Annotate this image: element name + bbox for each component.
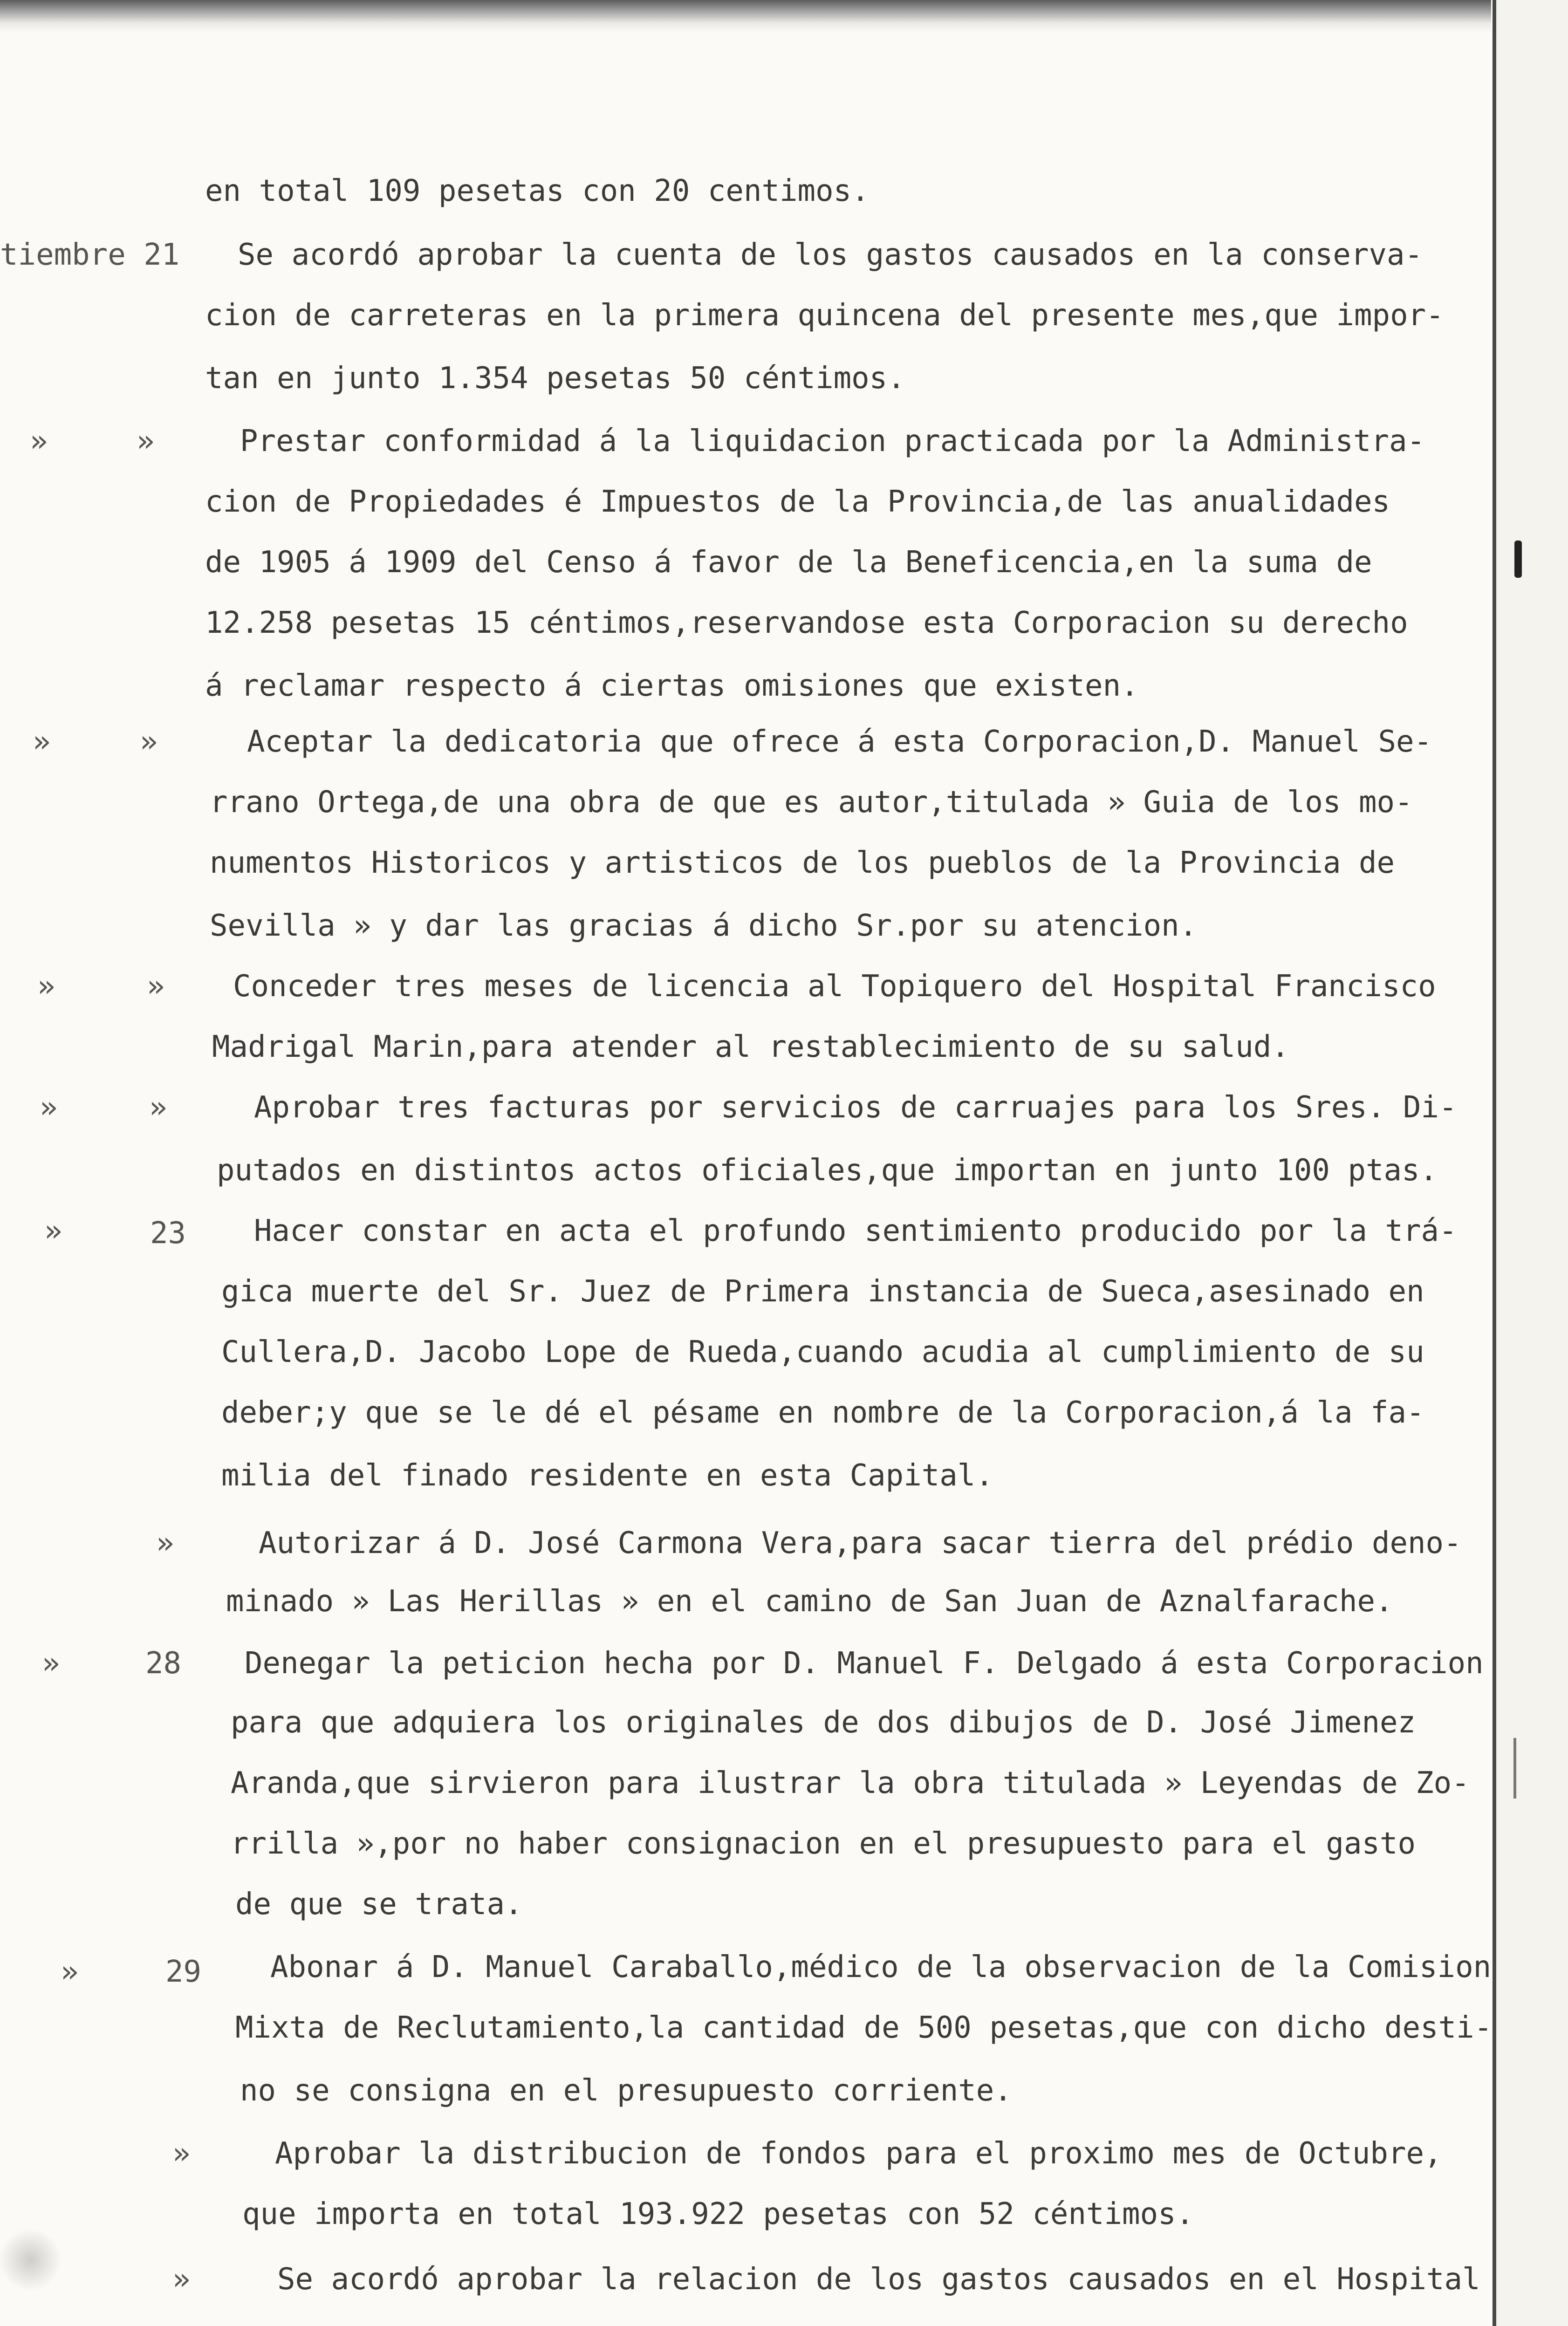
margin-ditto: 29 [165,1955,202,1989]
text-line: que importa en total 193.922 pesetas con 52 céntimos. [242,2197,1194,2231]
margin-ditto: » [42,1646,60,1681]
text-line: Se acordó aprobar la cuenta de los gastos causados en la conserva- [238,238,1423,272]
margin-ditto: » [172,2262,191,2297]
margin-ditto: » [61,1955,79,1989]
text-line: Cullera,D. Jacobo Lope de Rueda,cuando acudia al cumplimiento de su [221,1335,1424,1369]
text-line: cion de carreteras en la primera quincena del presente mes,que impor- [205,298,1444,333]
text-line: rrilla »,por no haber consignacion en el presupuesto para el gasto [231,1827,1416,1861]
text-line: de que se trata. [235,1887,523,1922]
text-line: Sevilla » y dar las gracias á dicho Sr.por su atencion. [210,909,1198,943]
text-line: milia del finado residente en esta Capital. [221,1458,993,1493]
margin-ditto: » [40,1090,58,1125]
text-line: para que adquiera los originales de dos dibujos de D. José Jimenez [231,1705,1416,1740]
text-line: Denegar la peticion hecha por D. Manuel F. Delgado á esta Corporacion [245,1646,1484,1681]
text-line: Prestar conformidad á la liquidacion practicada por la Administra- [240,424,1425,458]
margin-ditto: » [44,1214,62,1248]
text-line: á reclamar respecto á ciertas omisiones que existen. [205,669,1139,703]
text-line: Madrigal Marin,para atender al restablecimiento de su salud. [212,1030,1289,1064]
text-line: de 1905 á 1909 del Censo á favor de la Beneficencia,en la suma de [205,545,1372,580]
margin-ditto: » [37,969,55,1004]
text-line: en total 109 pesetas con 20 centimos. [205,174,870,208]
text-line: Autorizar á D. José Carmona Vera,para sacar tierra del prédio deno- [259,1526,1462,1560]
binding-mark [1514,540,1522,578]
binding-tick [1513,1738,1516,1799]
text-line: Aceptar la dedicatoria que ofrece á esta Corporacion,D. Manuel Se- [247,725,1432,759]
text-line: minado » Las Herillas » en el camino de San Juan de Aznalfarache. [226,1584,1393,1619]
text-line: 12.258 pesetas 15 céntimos,reservandose esta Corporacion su derecho [205,606,1408,640]
text-line: no se consigna en el presupuesto corriente. [240,2073,1012,2108]
text-line: Aprobar la distribucion de fondos para el proximo mes de Octubre, [275,2136,1442,2171]
scan-top-edge [0,0,1491,33]
text-line: Se acordó aprobar la relacion de los gastos causados en el Hospital [277,2262,1480,2297]
margin-ditto: » [147,969,165,1004]
text-line: Aranda,que sirvieron para ilustrar la obra titulada » Leyendas de Zo- [231,1766,1470,1800]
margin-ditto: » [149,1090,167,1125]
text-line: Hacer constar en acta el profundo sentimiento producido por la trá- [254,1214,1457,1248]
margin-day: 23 [150,1216,186,1251]
margin-ditto: » [140,725,158,759]
text-line: tan en junto 1.354 pesetas 50 céntimos. [205,361,905,396]
text-line: Mixta de Reclutamiento,la cantidad de 500 pesetas,que con dicho desti- [235,2011,1493,2045]
binding-rule [1493,0,1496,2326]
text-line: Abonar á D. Manuel Caraballo,médico de la observacion de la Comision [270,1950,1492,1984]
text-line: deber;y que se le dé el pésame en nombre de la Corporacion,á la fa- [221,1396,1424,1430]
margin-date: tiembre 21 [0,238,180,272]
text-line: cion de Propiedades é Impuestos de la Provincia,de las anualidades [205,485,1390,519]
text-line: Aprobar tres facturas por servicios de carruajes para los Sres. Di- [254,1090,1457,1125]
margin-ditto: » [33,725,51,759]
margin-day: » [172,2136,191,2171]
margin-ditto: » [137,424,155,458]
text-line: gica muerte del Sr. Juez de Primera instancia de Sueca,asesinado en [221,1274,1424,1309]
text-line: Conceder tres meses de licencia al Topiquero del Hospital Francisco [233,969,1436,1004]
adjacent-page-edge [1496,0,1568,2326]
margin-day: 28 [145,1646,182,1681]
text-line: numentos Historicos y artisticos de los pueblos de la Provincia de [210,846,1395,880]
margin-ditto: » [156,1526,174,1560]
margin-ditto: » [30,424,48,458]
page-stain [0,2227,61,2292]
text-line: rrano Ortega,de una obra de que es autor,titulada » Guia de los mo- [210,785,1413,820]
text-line: putados en distintos actos oficiales,que importan en junto 100 ptas. [217,1153,1438,1188]
